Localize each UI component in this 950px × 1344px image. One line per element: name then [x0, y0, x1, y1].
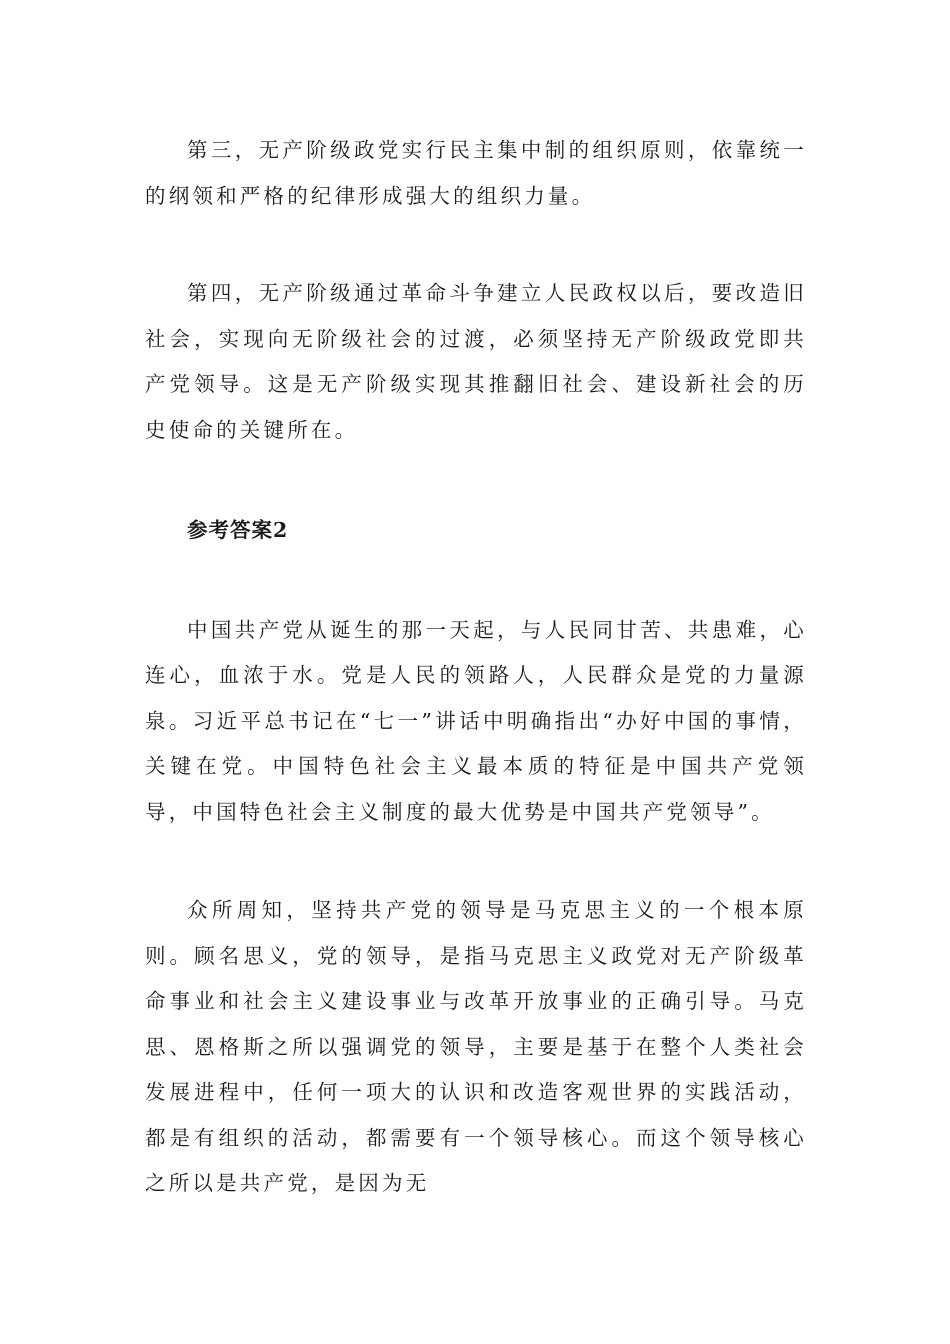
paragraph-third-point: 第三，无产阶级政党实行民主集中制的组织原则，依靠统一的纲领和严格的纪律形成强大的组织力量。	[145, 138, 807, 208]
paragraph-answer-intro: 中国共产党从诞生的那一天起，与人民同甘苦、共患难，心连心，血浓于水。党是人民的领路人，人民群众是党的力量源泉。习近平总书记在“七一”讲话中明确指出“办好中国的事情，关键在党。中国特色社会主义最本质的特征是中国共产党领导，中国特色社会主义制度的最大优势是中国共产党领导”。	[145, 617, 807, 824]
section-heading: 参考答案2	[187, 518, 289, 542]
paragraph-answer-principle: 众所周知，坚持共产党的领导是马克思主义的一个根本原则。顾名思义，党的领导，是指马克思主义政党对无产阶级革命事业和社会主义建设事业与改革开放事业的正确引导。马克思、恩格斯之所以强调党的领导，主要是基于在整个人类社会发展进程中，任何一项大的认识和改造客观世界的实践活动，都是有组织的活动，都需要有一个领导核心。而这个领导核心之所以是共产党，是因为无	[145, 898, 807, 1195]
paragraph-fourth-point: 第四，无产阶级通过革命斗争建立人民政权以后，要改造旧社会，实现向无阶级社会的过渡，必须坚持无产阶级政党即共产党领导。这是无产阶级实现其推翻旧社会、建设新社会的历史使命的关键所在。	[145, 281, 807, 442]
document-page	[145, 128, 807, 1207]
